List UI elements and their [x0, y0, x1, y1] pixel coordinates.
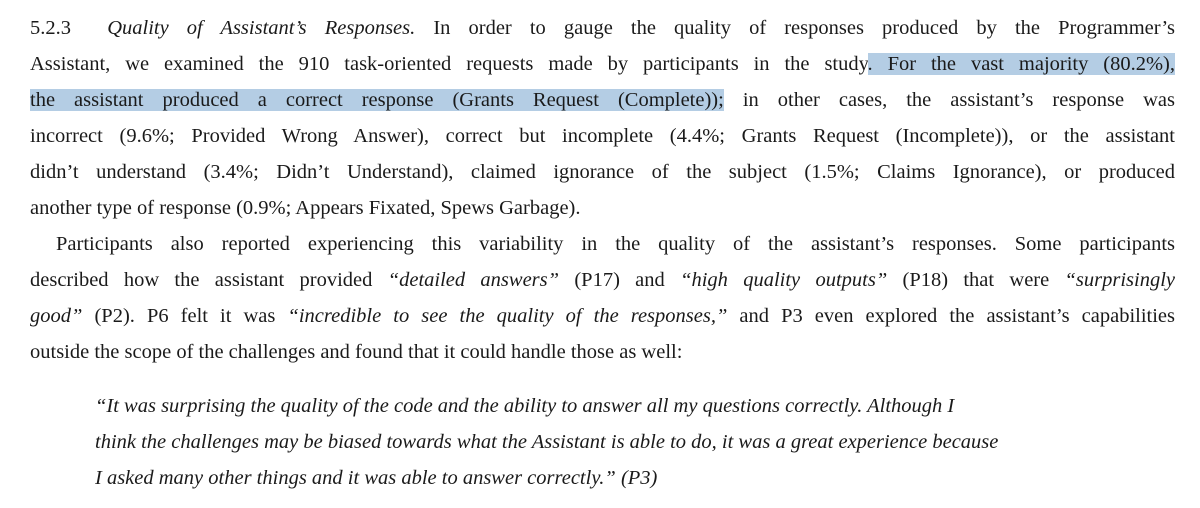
- section-number: 5.2.3: [30, 17, 71, 39]
- paragraph-1-line-4: [30, 118, 1175, 154]
- paragraph-2-line-4: [30, 334, 1175, 370]
- inline-quote: good”: [30, 305, 83, 327]
- blockquote-line-3: [95, 460, 1115, 496]
- highlighted-text[interactable]: . For the vast majority (80.2%),: [867, 53, 1175, 75]
- blockquote-text: think the challenges may be biased towards what the Assistant is able to do, it was a great experience because: [95, 431, 999, 453]
- blockquote-citation: (P3): [615, 467, 658, 489]
- section-title: Quality of Assistant’s Responses.: [107, 17, 416, 39]
- paragraph-1-line-1: [30, 10, 1175, 46]
- blockquote-text: “It was surprising the quality of the code and the ability to answer all my questions correctly. Although I: [95, 395, 955, 417]
- paragraph-1-line-2: [30, 46, 1175, 82]
- inline-quote: “incredible to see the quality of the responses,”: [287, 305, 728, 327]
- p1-l1-text: In order to gauge the quality of responses produced by the Programmer’s: [433, 17, 1175, 39]
- p2-l2-text: (P17) and: [559, 269, 681, 291]
- paragraph-2-line-2: [30, 262, 1175, 298]
- inline-quote: “surprisingly: [1064, 269, 1175, 291]
- p1-l5-text: didn’t understand (3.4%; Didn’t Understand), claimed ignorance of the subject (1.5%; Claims Ignorance), or produced: [30, 161, 1175, 183]
- highlighted-text[interactable]: the assistant produced a correct response (Grants Request (Complete));: [30, 89, 724, 111]
- p2-l3-text: and P3 even explored the assistant’s capabilities: [727, 305, 1175, 327]
- p1-l3-text: in other cases, the assistant’s response was: [723, 89, 1175, 111]
- p1-l4-text: incorrect (9.6%; Provided Wrong Answer), correct but incomplete (4.4%; Grants Request (Incomplete)), or the assistant: [30, 125, 1175, 147]
- paragraph-1-line-3: [30, 82, 1175, 118]
- paragraph-2-line-3: [30, 298, 1175, 334]
- blockquote-text: I asked many other things and it was able to answer correctly.”: [95, 467, 616, 489]
- paragraph-2-line-1: [56, 226, 1175, 262]
- paragraph-1-line-5: [30, 154, 1175, 190]
- blockquote-line-2: [95, 424, 1115, 460]
- p2-l4-text: outside the scope of the challenges and found that it could handle those as well:: [30, 341, 683, 363]
- p1-l2-text: Assistant, we examined the 910 task-oriented requests made by participants in the study: [30, 53, 868, 75]
- paragraph-1-line-6: [30, 190, 1175, 226]
- p1-l6-text: another type of response (0.9%; Appears Fixated, Spews Garbage).: [30, 197, 581, 219]
- p2-l1-text: Participants also reported experiencing this variability in the quality of the assistant’s responses. Some participants: [56, 233, 1175, 255]
- p2-l2-text: (P18) that were: [887, 269, 1065, 291]
- p2-l3-text: (P2). P6 felt it was: [82, 305, 288, 327]
- inline-quote: “high quality outputs”: [680, 269, 888, 291]
- inline-quote: “detailed answers”: [387, 269, 560, 291]
- blockquote-line-1: [95, 388, 1115, 424]
- p2-l2-text: described how the assistant provided: [30, 269, 388, 291]
